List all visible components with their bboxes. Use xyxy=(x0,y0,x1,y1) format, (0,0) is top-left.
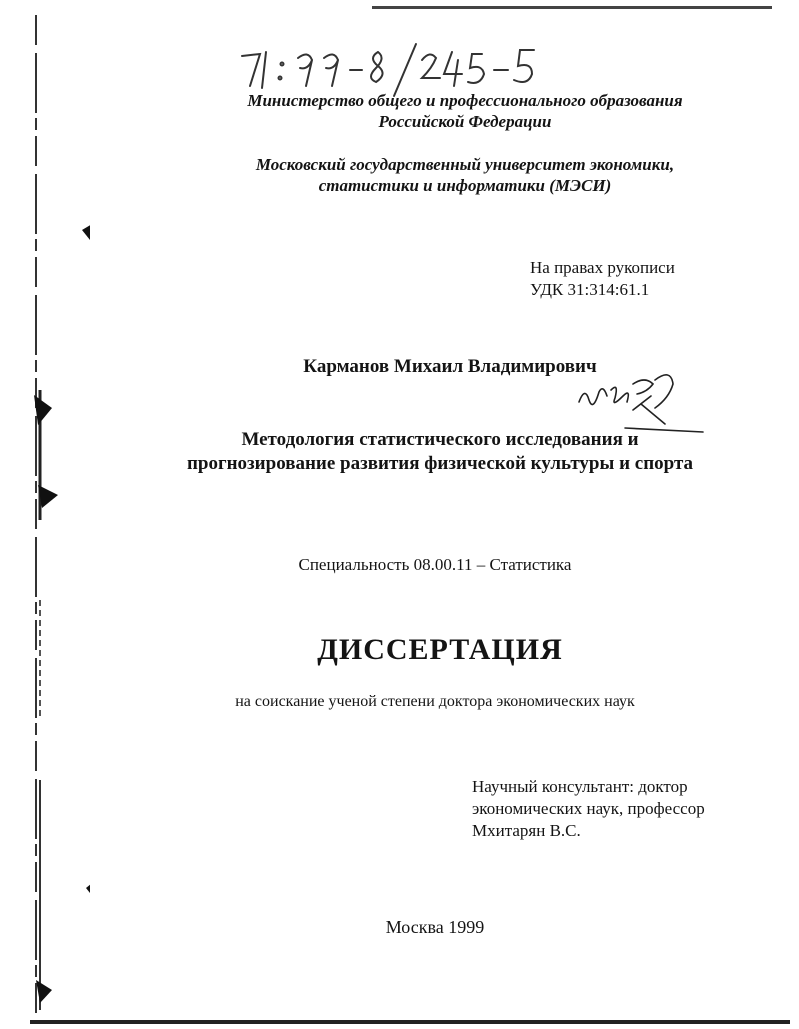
manuscript-rights: На правах рукописи xyxy=(530,258,675,277)
advisor-line-1: Научный консультант: доктор xyxy=(472,777,688,796)
city-year: Москва 1999 xyxy=(385,917,485,937)
specialty: Специальность 08.00.11 – Статистика xyxy=(298,555,572,574)
advisor-name: Мхитарян В.С. xyxy=(472,821,581,840)
handwritten-archive-code xyxy=(232,38,562,98)
manuscript-block xyxy=(530,257,675,301)
scientific-advisor xyxy=(472,776,705,842)
university-line-1: Московский государственный университет экономики, xyxy=(255,155,675,174)
title-line-2: прогнозирование развития физической культуры и спорта xyxy=(186,453,694,474)
ministry-line-2: Российской Федерации xyxy=(378,112,552,131)
dissertation-title xyxy=(80,428,799,476)
document-type: ДИССЕРТАЦИЯ xyxy=(317,633,563,666)
ministry-heading xyxy=(130,90,799,132)
ministry-line-1: Министерство общего и профессионального образования xyxy=(247,91,683,110)
scan-edge-marks xyxy=(30,0,90,1029)
university-line-2: статистики и информатики (МЭСИ) xyxy=(318,176,612,195)
title-line-1: Методология статистического исследования и xyxy=(241,429,639,450)
author-signature xyxy=(575,362,705,437)
university-heading xyxy=(130,154,799,196)
scan-top-rule xyxy=(372,6,772,9)
advisor-line-2: экономических наук, профессор xyxy=(472,799,705,818)
author-name: Карманов Михаил Владимирович xyxy=(303,356,597,377)
scan-bottom-rule xyxy=(30,1020,790,1024)
degree-statement: на соискание ученой степени доктора экономических наук xyxy=(235,693,635,710)
udc-code: УДК 31:314:61.1 xyxy=(530,280,650,299)
